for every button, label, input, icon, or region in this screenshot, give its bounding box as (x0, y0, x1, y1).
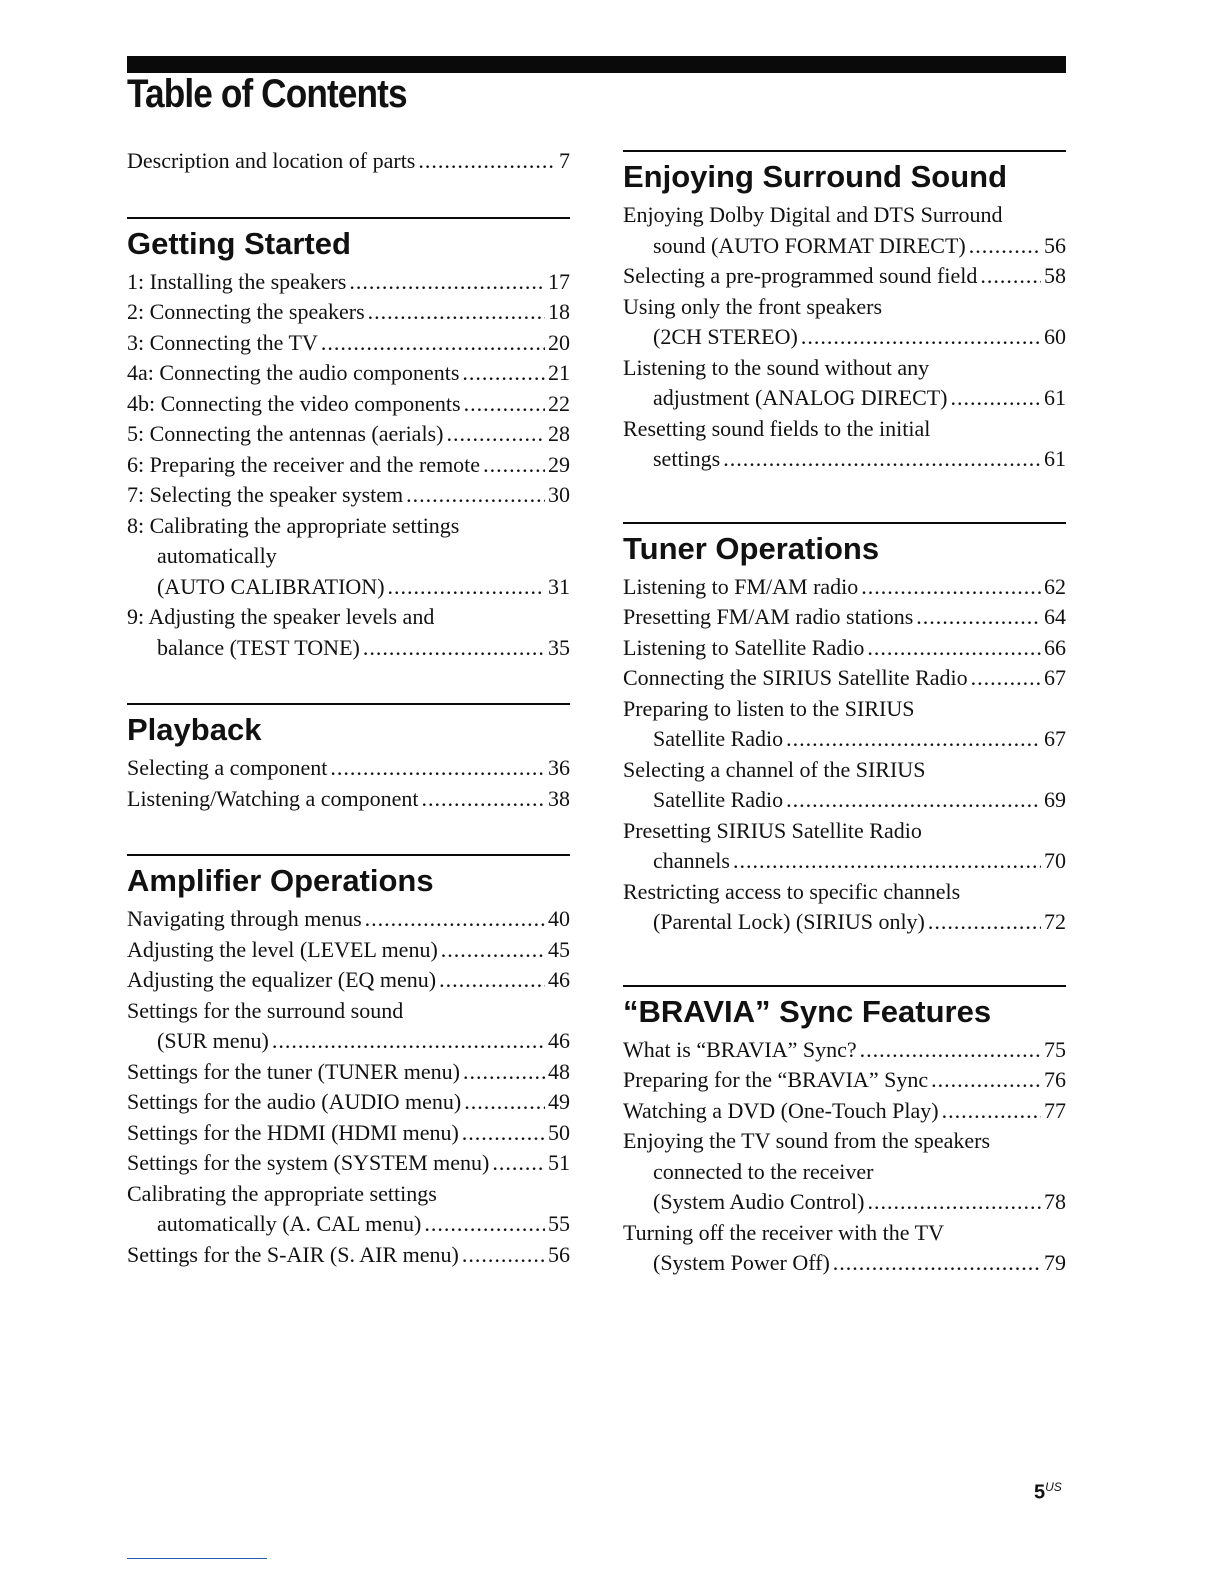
toc-entry[interactable] (623, 663, 1066, 694)
dot-leader (916, 602, 1041, 633)
toc-entry[interactable] (127, 1118, 570, 1149)
toc-entry-page: 45 (548, 936, 570, 962)
section-spacer (127, 177, 570, 217)
toc-entry-row (127, 419, 570, 450)
toc-entry-page: 55 (548, 1211, 570, 1236)
toc-entry-text: Turning off the receiver with the TV (623, 1219, 944, 1245)
toc-entry[interactable] (127, 1148, 570, 1179)
toc-entry[interactable] (127, 1240, 570, 1271)
toc-entry-page: 56 (548, 1241, 570, 1267)
dot-leader (786, 724, 1041, 755)
toc-entry[interactable] (127, 753, 570, 784)
toc-entry[interactable] (623, 200, 1066, 261)
toc-entry-row (623, 444, 1066, 475)
toc-entry-page: 64 (1044, 604, 1066, 629)
toc-right-column (623, 150, 1066, 1279)
toc-entry-text: Preparing to listen to the SIRIUS (623, 695, 915, 721)
toc-entry[interactable] (127, 146, 570, 177)
toc-entry-row (127, 328, 570, 359)
toc-entry[interactable] (127, 602, 570, 663)
dot-leader (439, 965, 545, 996)
toc-entry-page: 7 (559, 148, 570, 173)
toc-entry-page: 51 (548, 1150, 570, 1175)
toc-entry-text: adjustment (ANALOG DIRECT) (653, 385, 948, 410)
toc-entry-page: 50 (548, 1119, 570, 1145)
toc-entry-text: Enjoying the TV sound from the speakers (623, 1128, 991, 1153)
dot-leader (418, 146, 556, 177)
section-heading: “BRAVIA” Sync Features (623, 993, 992, 1029)
toc-entry-page: 69 (1044, 787, 1066, 812)
dot-leader (462, 1118, 545, 1149)
dot-leader (368, 297, 545, 328)
toc-entry-list (127, 753, 570, 814)
dot-leader (462, 358, 545, 389)
toc-entry-row (127, 935, 570, 966)
toc-entry-row (127, 1240, 570, 1271)
toc-entry-text: Enjoying Dolby Digital and DTS Surround (623, 202, 1003, 227)
toc-entry-page: 21 (548, 360, 570, 385)
toc-entry-page: 76 (1044, 1067, 1066, 1092)
toc-entry-page: 35 (548, 634, 570, 660)
toc-entry-text: balance (TEST TONE) (157, 634, 360, 660)
toc-entry-text: What is “BRAVIA” Sync? (623, 1036, 857, 1062)
toc-entry[interactable] (127, 784, 570, 815)
toc-entry-row (623, 322, 1066, 353)
toc-entry-text: Settings for the tuner (TUNER menu) (127, 1058, 460, 1084)
toc-entry[interactable] (623, 1218, 1066, 1279)
toc-section (623, 522, 1066, 938)
toc-entry[interactable] (127, 328, 570, 359)
dot-leader (321, 328, 545, 359)
toc-entry-page: 77 (1044, 1097, 1066, 1123)
dot-leader (971, 663, 1041, 694)
toc-entry[interactable] (623, 1096, 1066, 1127)
toc-entry[interactable] (623, 572, 1066, 603)
section-heading: Playback (127, 712, 262, 747)
toc-entry-row (127, 389, 570, 420)
toc-entry-row (127, 784, 570, 815)
toc-entry[interactable] (127, 511, 570, 603)
toc-entry-row (127, 1209, 570, 1240)
dot-leader (980, 261, 1041, 292)
toc-entry-page: 75 (1044, 1036, 1066, 1062)
toc-entry-page: 78 (1044, 1189, 1066, 1214)
dot-leader (801, 322, 1041, 353)
toc-entry-page: 72 (1044, 909, 1066, 934)
toc-entry-page: 28 (548, 421, 570, 446)
toc-entry-page: 58 (1044, 263, 1066, 288)
section-spacer (623, 475, 1066, 522)
toc-entry[interactable] (623, 1035, 1066, 1066)
toc-entry-text: 4a: Connecting the audio components (127, 360, 460, 385)
dot-leader (463, 1057, 545, 1088)
dot-leader (464, 1087, 545, 1118)
toc-entry-row (623, 1065, 1066, 1096)
toc-entry-text: 1: Installing the speakers (127, 268, 347, 294)
section-rule (623, 985, 1066, 987)
toc-entry-text: Listening to the sound without any (623, 354, 930, 380)
toc-entry-row (127, 450, 570, 481)
toc-entry-page: 67 (1044, 726, 1066, 751)
footer-rule (127, 1558, 267, 1559)
toc-entry-text: Calibrating the appropriate settings (127, 1180, 437, 1206)
toc-entry-row (623, 846, 1066, 877)
toc-entry[interactable] (623, 633, 1066, 664)
toc-entry-text: sound (AUTO FORMAT DIRECT) (653, 232, 966, 258)
toc-entry[interactable] (623, 755, 1066, 816)
toc-entry-row (623, 572, 1066, 603)
toc-entry-text: Settings for the system (SYSTEM menu) (127, 1150, 490, 1175)
toc-entry-page: 36 (548, 755, 570, 780)
dot-leader (942, 1096, 1041, 1127)
section-rule (127, 854, 570, 856)
toc-entry-row (623, 1248, 1066, 1279)
toc-entry[interactable] (623, 353, 1066, 414)
toc-entry-text: (System Audio Control) (653, 1189, 865, 1214)
toc-entry-text: 7: Selecting the speaker system (127, 482, 404, 507)
toc-entry-row (623, 383, 1066, 414)
toc-entry[interactable] (623, 877, 1066, 938)
toc-entry-text: (System Power Off) (653, 1250, 830, 1275)
section-rule (623, 150, 1066, 152)
toc-entry[interactable] (127, 358, 570, 389)
toc-entry[interactable] (623, 292, 1066, 353)
toc-entry-page: 61 (1044, 446, 1066, 471)
toc-entry-list (127, 267, 570, 664)
section-heading: Tuner Operations (623, 530, 880, 566)
toc-entry-text: Using only the front speakers (623, 293, 883, 319)
page-number: $5^{US}$ (1034, 1480, 1062, 1504)
section-spacer (623, 938, 1066, 985)
toc-entry-text: Navigating through menus (127, 906, 362, 931)
dot-leader (786, 785, 1041, 816)
toc-entry-text: Resetting sound fields to the initial (623, 415, 931, 441)
toc-entry-row (127, 904, 570, 935)
toc-entry[interactable] (127, 419, 570, 450)
toc-entry-text: Selecting a channel of the SIRIUS (623, 756, 926, 782)
toc-entry[interactable] (623, 1126, 1066, 1218)
toc-entry-page: 46 (548, 1028, 570, 1053)
toc-entry-row (127, 1026, 570, 1057)
toc-entry-row (127, 146, 570, 177)
toc-entry-row (127, 1118, 570, 1149)
toc-entry-row (623, 231, 1066, 262)
toc-entry-list (623, 200, 1066, 475)
toc-right-sections (623, 150, 1066, 1279)
toc-entry-text: (SUR menu) (157, 1028, 269, 1053)
toc-section (127, 217, 570, 664)
dot-leader (422, 784, 546, 815)
toc-section (623, 150, 1066, 475)
toc-entry-row (623, 1096, 1066, 1127)
toc-entry[interactable] (127, 904, 570, 935)
toc-entry-page: 62 (1044, 573, 1066, 599)
toc-entry-page: 56 (1044, 232, 1066, 258)
toc-entry-page: 79 (1044, 1250, 1066, 1275)
toc-entry[interactable] (623, 816, 1066, 877)
toc-entry-row (127, 965, 570, 996)
toc-entry[interactable] (127, 935, 570, 966)
dot-leader (861, 572, 1041, 603)
toc-entry-row (623, 663, 1066, 694)
toc-entry-page: 60 (1044, 324, 1066, 349)
toc-entry-row (127, 1087, 570, 1118)
dot-leader (951, 383, 1041, 414)
toc-entry-text: Settings for the HDMI (HDMI menu) (127, 1119, 459, 1145)
toc-entry-text: (2CH STEREO) (653, 324, 798, 349)
toc-entry-text: 4b: Connecting the video components (127, 390, 461, 416)
section-heading: Getting Started (127, 225, 351, 261)
dot-leader (483, 450, 545, 481)
toc-entry-row (623, 1187, 1066, 1218)
toc-entry-text: Listening/Watching a component (127, 785, 419, 811)
dot-leader (833, 1248, 1041, 1279)
toc-entry-text: Preparing for the “BRAVIA” Sync (623, 1067, 929, 1092)
toc-entry-text: 5: Connecting the antennas (aerials) (127, 421, 444, 446)
section-heading: Amplifier Operations (127, 863, 434, 898)
toc-entry-text: Watching a DVD (One-Touch Play) (623, 1097, 939, 1123)
toc-entry-text: Adjusting the level (LEVEL menu) (127, 936, 438, 962)
dot-leader (330, 753, 545, 784)
dot-leader (365, 904, 545, 935)
toc-entry-page: 17 (548, 268, 570, 294)
toc-entry[interactable] (127, 965, 570, 996)
dot-leader (867, 1187, 1041, 1218)
toc-entry-text: (AUTO CALIBRATION) (157, 573, 385, 599)
toc-entry-row (127, 297, 570, 328)
toc-entry-page: 61 (1044, 385, 1066, 410)
toc-entry-text: Listening to Satellite Radio (623, 634, 865, 660)
toc-entry-text: 8: Calibrating the appropriate settings (127, 512, 460, 538)
dot-leader (388, 572, 545, 603)
toc-entry-page: 46 (548, 967, 570, 992)
toc-entry-page: 31 (548, 573, 570, 599)
dot-leader (723, 444, 1041, 475)
toc-entry-page: 18 (548, 299, 570, 324)
section-heading: Enjoying Surround Sound (623, 159, 1008, 194)
toc-entry[interactable] (623, 694, 1066, 755)
toc-entry-page: 48 (548, 1058, 570, 1084)
toc-entry-text: Satellite Radio (653, 787, 784, 812)
section-rule (623, 522, 1066, 524)
toc-section (127, 703, 570, 814)
toc-entry-row (127, 572, 570, 603)
toc-entry-list (623, 572, 1066, 938)
toc-entry[interactable] (127, 389, 570, 420)
dot-leader (446, 419, 545, 450)
toc-entry-text: Description and location of parts (127, 148, 416, 173)
toc-entry-list (127, 904, 570, 1270)
toc-entry-text: Selecting a component (127, 755, 328, 780)
toc-entry-text: Connecting the SIRIUS Satellite Radio (623, 665, 968, 690)
title-bar-rule (127, 56, 1066, 73)
toc-entry-text: channels (653, 848, 730, 873)
toc-entry[interactable] (127, 267, 570, 298)
dot-leader (349, 267, 545, 298)
toc-entry-text: settings (653, 446, 721, 471)
toc-entry-page: 38 (548, 785, 570, 811)
toc-intro-list (127, 146, 570, 177)
section-spacer (127, 814, 570, 854)
dot-leader (733, 846, 1041, 877)
toc-entry-row (623, 261, 1066, 292)
dot-leader (363, 633, 545, 664)
toc-entry-text: 3: Connecting the TV (127, 329, 318, 355)
toc-entry-row (127, 633, 570, 664)
dot-leader (928, 907, 1041, 938)
toc-entry-text: Restricting access to specific channels (623, 878, 961, 904)
dot-leader (462, 1240, 545, 1271)
toc-entry-page: 30 (548, 482, 570, 507)
toc-entry[interactable] (127, 1179, 570, 1240)
toc-entry[interactable] (623, 414, 1066, 475)
toc-entry-row (623, 633, 1066, 664)
toc-entry-text: 9: Adjusting the speaker levels and (127, 604, 435, 629)
toc-entry-text: automatically (A. CAL menu) (157, 1211, 422, 1236)
toc-entry-text: automatically (157, 543, 277, 568)
toc-entry-page: 49 (548, 1089, 570, 1114)
dot-leader (406, 480, 545, 511)
dot-leader (424, 1209, 545, 1240)
toc-entry-row (623, 1035, 1066, 1066)
toc-entry-text: Settings for the surround sound (127, 997, 404, 1023)
toc-entry-row (623, 907, 1066, 938)
toc-entry-list (623, 1035, 1066, 1279)
toc-entry-page: 40 (548, 906, 570, 931)
toc-entry-row (127, 358, 570, 389)
toc-entry-text: Presetting SIRIUS Satellite Radio (623, 817, 922, 843)
toc-entry-text: Adjusting the equalizer (EQ menu) (127, 967, 437, 992)
dot-leader (931, 1065, 1041, 1096)
toc-entry-text: connected to the receiver (653, 1158, 874, 1184)
toc-entry-row (623, 602, 1066, 633)
toc-entry[interactable] (127, 450, 570, 481)
dot-leader (969, 231, 1041, 262)
toc-entry-page: 70 (1044, 848, 1066, 873)
dot-leader (867, 633, 1041, 664)
toc-entry-row (127, 753, 570, 784)
page-number-region: US (1045, 1480, 1062, 1494)
toc-entry[interactable] (127, 1057, 570, 1088)
toc-entry-page: 66 (1044, 634, 1066, 660)
toc-entry-row (127, 1057, 570, 1088)
toc-entry-text: 6: Preparing the receiver and the remote (127, 451, 481, 477)
toc-entry-page: 22 (548, 390, 570, 416)
toc-entry[interactable] (623, 602, 1066, 633)
toc-entry-row (127, 480, 570, 511)
dot-leader (492, 1148, 545, 1179)
toc-entry-text: Listening to FM/AM radio (623, 573, 859, 599)
toc-entry-page: 67 (1044, 665, 1066, 690)
toc-entry[interactable] (127, 480, 570, 511)
toc-entry-text: Settings for the audio (AUDIO menu) (127, 1089, 462, 1114)
toc-section (127, 854, 570, 1270)
toc-left-column (127, 146, 570, 1270)
dot-leader (860, 1035, 1041, 1066)
dot-leader (464, 389, 545, 420)
toc-entry-text: Selecting a pre-programmed sound field (623, 263, 978, 288)
toc-left-sections (127, 177, 570, 1271)
toc-entry[interactable] (623, 261, 1066, 292)
toc-entry[interactable] (623, 1065, 1066, 1096)
section-rule (127, 217, 570, 219)
page-title: Table of Contents (127, 72, 407, 116)
section-spacer (127, 663, 570, 703)
section-rule (127, 703, 570, 705)
toc-entry[interactable] (127, 1087, 570, 1118)
toc-entry-page: 20 (548, 329, 570, 355)
toc-entry-row (623, 724, 1066, 755)
toc-entry-page: 29 (548, 451, 570, 477)
toc-entry[interactable] (127, 297, 570, 328)
toc-entry-row (623, 785, 1066, 816)
toc-entry-text: 2: Connecting the speakers (127, 299, 365, 324)
toc-entry-text: Settings for the S-AIR (S. AIR menu) (127, 1241, 459, 1267)
toc-entry-text: Presetting FM/AM radio stations (623, 604, 914, 629)
toc-entry-row (127, 267, 570, 298)
toc-entry-row (127, 1148, 570, 1179)
dot-leader (272, 1026, 545, 1057)
dot-leader (441, 935, 545, 966)
toc-entry[interactable] (127, 996, 570, 1057)
toc-entry-text: Satellite Radio (653, 726, 784, 751)
toc-entry-text: (Parental Lock) (SIRIUS only) (653, 909, 925, 934)
toc-section (623, 985, 1066, 1279)
